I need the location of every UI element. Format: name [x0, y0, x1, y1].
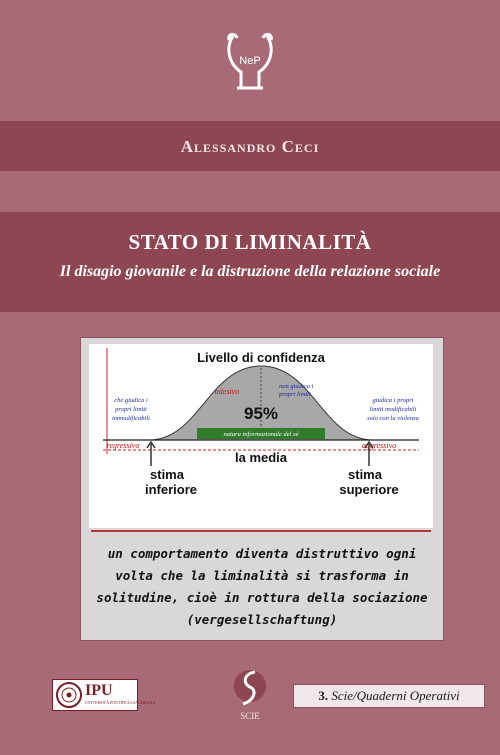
- ipu-seal-icon: [55, 681, 83, 709]
- right-note-1: giudica i propri: [372, 397, 414, 404]
- author-name: Alessandro Ceci: [180, 137, 320, 156]
- lower-label-2: inferiore: [144, 482, 198, 497]
- cover-panel: [80, 337, 444, 641]
- adesivo-label: adesivo: [214, 387, 240, 396]
- right-note-3: solo con la violenza: [367, 415, 419, 422]
- ipu-name: IPU: [85, 682, 113, 699]
- panel-divider: [91, 530, 431, 532]
- quote-line-1: un comportamento diventa distruttivo ogni: [107, 546, 417, 561]
- mean-label: la media: [234, 450, 288, 465]
- left-arrow-icon: [147, 442, 155, 466]
- center-right-note-1: non giudica i: [279, 383, 314, 390]
- book-subtitle: Il disagio giovanile e la distruzione della relazione sociale: [59, 263, 441, 280]
- upper-label-2: superiore: [339, 482, 399, 497]
- scie-logo-icon: [233, 664, 267, 714]
- series-box: [293, 684, 485, 708]
- right-tag: aggressivo: [361, 441, 397, 450]
- publisher-lyre-logo: [225, 30, 275, 95]
- lower-label-1: stima: [150, 467, 184, 482]
- right-arrow-icon: [365, 442, 373, 466]
- series-name: Scie/Quaderni Operativi: [331, 688, 460, 703]
- center-right-note-2: propri limiti: [279, 391, 311, 398]
- bell-curve-graphic: [89, 344, 433, 528]
- ipu-subtitle: UNIVERSITÀ PONTIFICIA SALESIANA: [85, 700, 156, 705]
- figure-heading: Livello di confidenza: [197, 350, 325, 365]
- quote-line-2: volta che la liminalità si trasforma in: [115, 568, 409, 583]
- left-note-3: immodificabili: [112, 415, 150, 422]
- left-note-2: propri limiti: [115, 406, 147, 413]
- confidence-figure: [89, 344, 433, 528]
- quote-line-4: (vergesellschaftung): [186, 612, 338, 627]
- series-number: 3.: [318, 688, 329, 703]
- left-tag: regressivo: [106, 441, 140, 450]
- band-label: natura informazionale del sé: [223, 431, 299, 438]
- title-band: [0, 212, 500, 312]
- left-note-1: che giudica i: [114, 397, 148, 404]
- upper-label-1: stima: [348, 467, 382, 482]
- percent-label: 95%: [243, 404, 279, 423]
- scie-label: SCIE: [240, 711, 260, 721]
- right-note-2: limiti modificabili: [369, 406, 417, 413]
- quote-line-3: solitudine, cioè in rottura della sociazione: [96, 590, 428, 605]
- quote-text: [91, 543, 433, 631]
- ipu-logo: [52, 679, 156, 711]
- book-title: STATO DI LIMINALITÀ: [128, 230, 372, 254]
- publisher-logo-text: NeP: [239, 55, 261, 67]
